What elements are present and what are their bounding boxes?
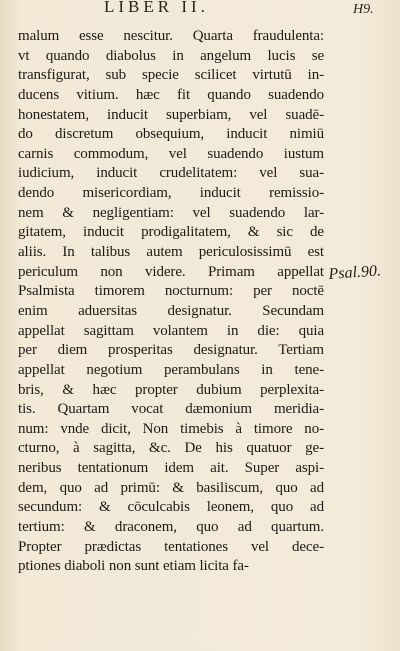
text-line: aliis. In talibus autem periculosissimū est <box>18 244 324 261</box>
text-line: iudicium, inducit crudelitatem: vel sua- <box>18 165 324 182</box>
text-line: enim aduersitas designatur. Secundam <box>18 302 324 319</box>
text-line: ducens vitium. hæc fit quando suadendo <box>18 86 324 103</box>
text-line: Propter prædictas tentationes vel dece- <box>18 538 324 555</box>
text-line: per diem prosperitas designatur. Tertiam <box>18 342 324 359</box>
page-bottom-margin <box>0 590 400 651</box>
text-line: vt quando diabolus in angelum lucis se <box>18 47 324 64</box>
page-header <box>0 0 400 26</box>
text-line: ptiones diaboli non sunt etiam licita fa- <box>18 558 249 575</box>
text-line: do discretum obsequium, inducit nimiū <box>18 126 324 143</box>
marginal-note: Psal.90. <box>328 262 382 283</box>
text-line: periculum non videre. Primam appellat <box>18 263 324 280</box>
text-line: nem & negligentiam: vel suadendo lar- <box>18 204 324 221</box>
text-line: gitatem, inducit prodigalitatem, & sic de <box>18 224 324 241</box>
text-line: neribus tentationum idem ait. Super aspi- <box>18 460 324 477</box>
text-line: tertium: & draconem, quo ad quartum. <box>18 519 324 536</box>
text-line: appellat negotium perambulans in tene- <box>18 361 324 378</box>
text-line: dem, quo ad primū: & basiliscum, quo ad <box>18 479 324 496</box>
text-line: secundum: & cōculcabis leonem, quo ad <box>18 499 324 516</box>
text-line: tis. Quartam vocat dæmonium meridia- <box>18 401 324 418</box>
text-line: appellat sagittam volantem in die: quia <box>18 322 324 339</box>
text-line: dendo misericordiam, inducit remissio- <box>18 185 324 202</box>
text-line: cturno, à sagitta, &c. De his quatuor ge- <box>18 440 324 457</box>
text-line: Psalmista timorem nocturnum: per noctē <box>18 283 324 300</box>
text-line: num: vnde dicit, Non timebis à timore no- <box>18 420 324 437</box>
running-head: LIBER II. <box>104 0 209 16</box>
text-line: transfigurat, sub specie scilicet virtutū in- <box>18 67 324 84</box>
text-line: bris, & hæc propter dubium perplexita- <box>18 381 324 398</box>
folio-number: H9. <box>353 2 374 17</box>
text-line: honestatem, inducit superbiam, vel suadē- <box>18 106 324 123</box>
text-line: carnis commodum, vel suadendo iustum <box>18 145 324 162</box>
body-text <box>18 27 324 577</box>
text-line: malum esse nescitur. Quarta fraudulenta: <box>18 28 324 44</box>
